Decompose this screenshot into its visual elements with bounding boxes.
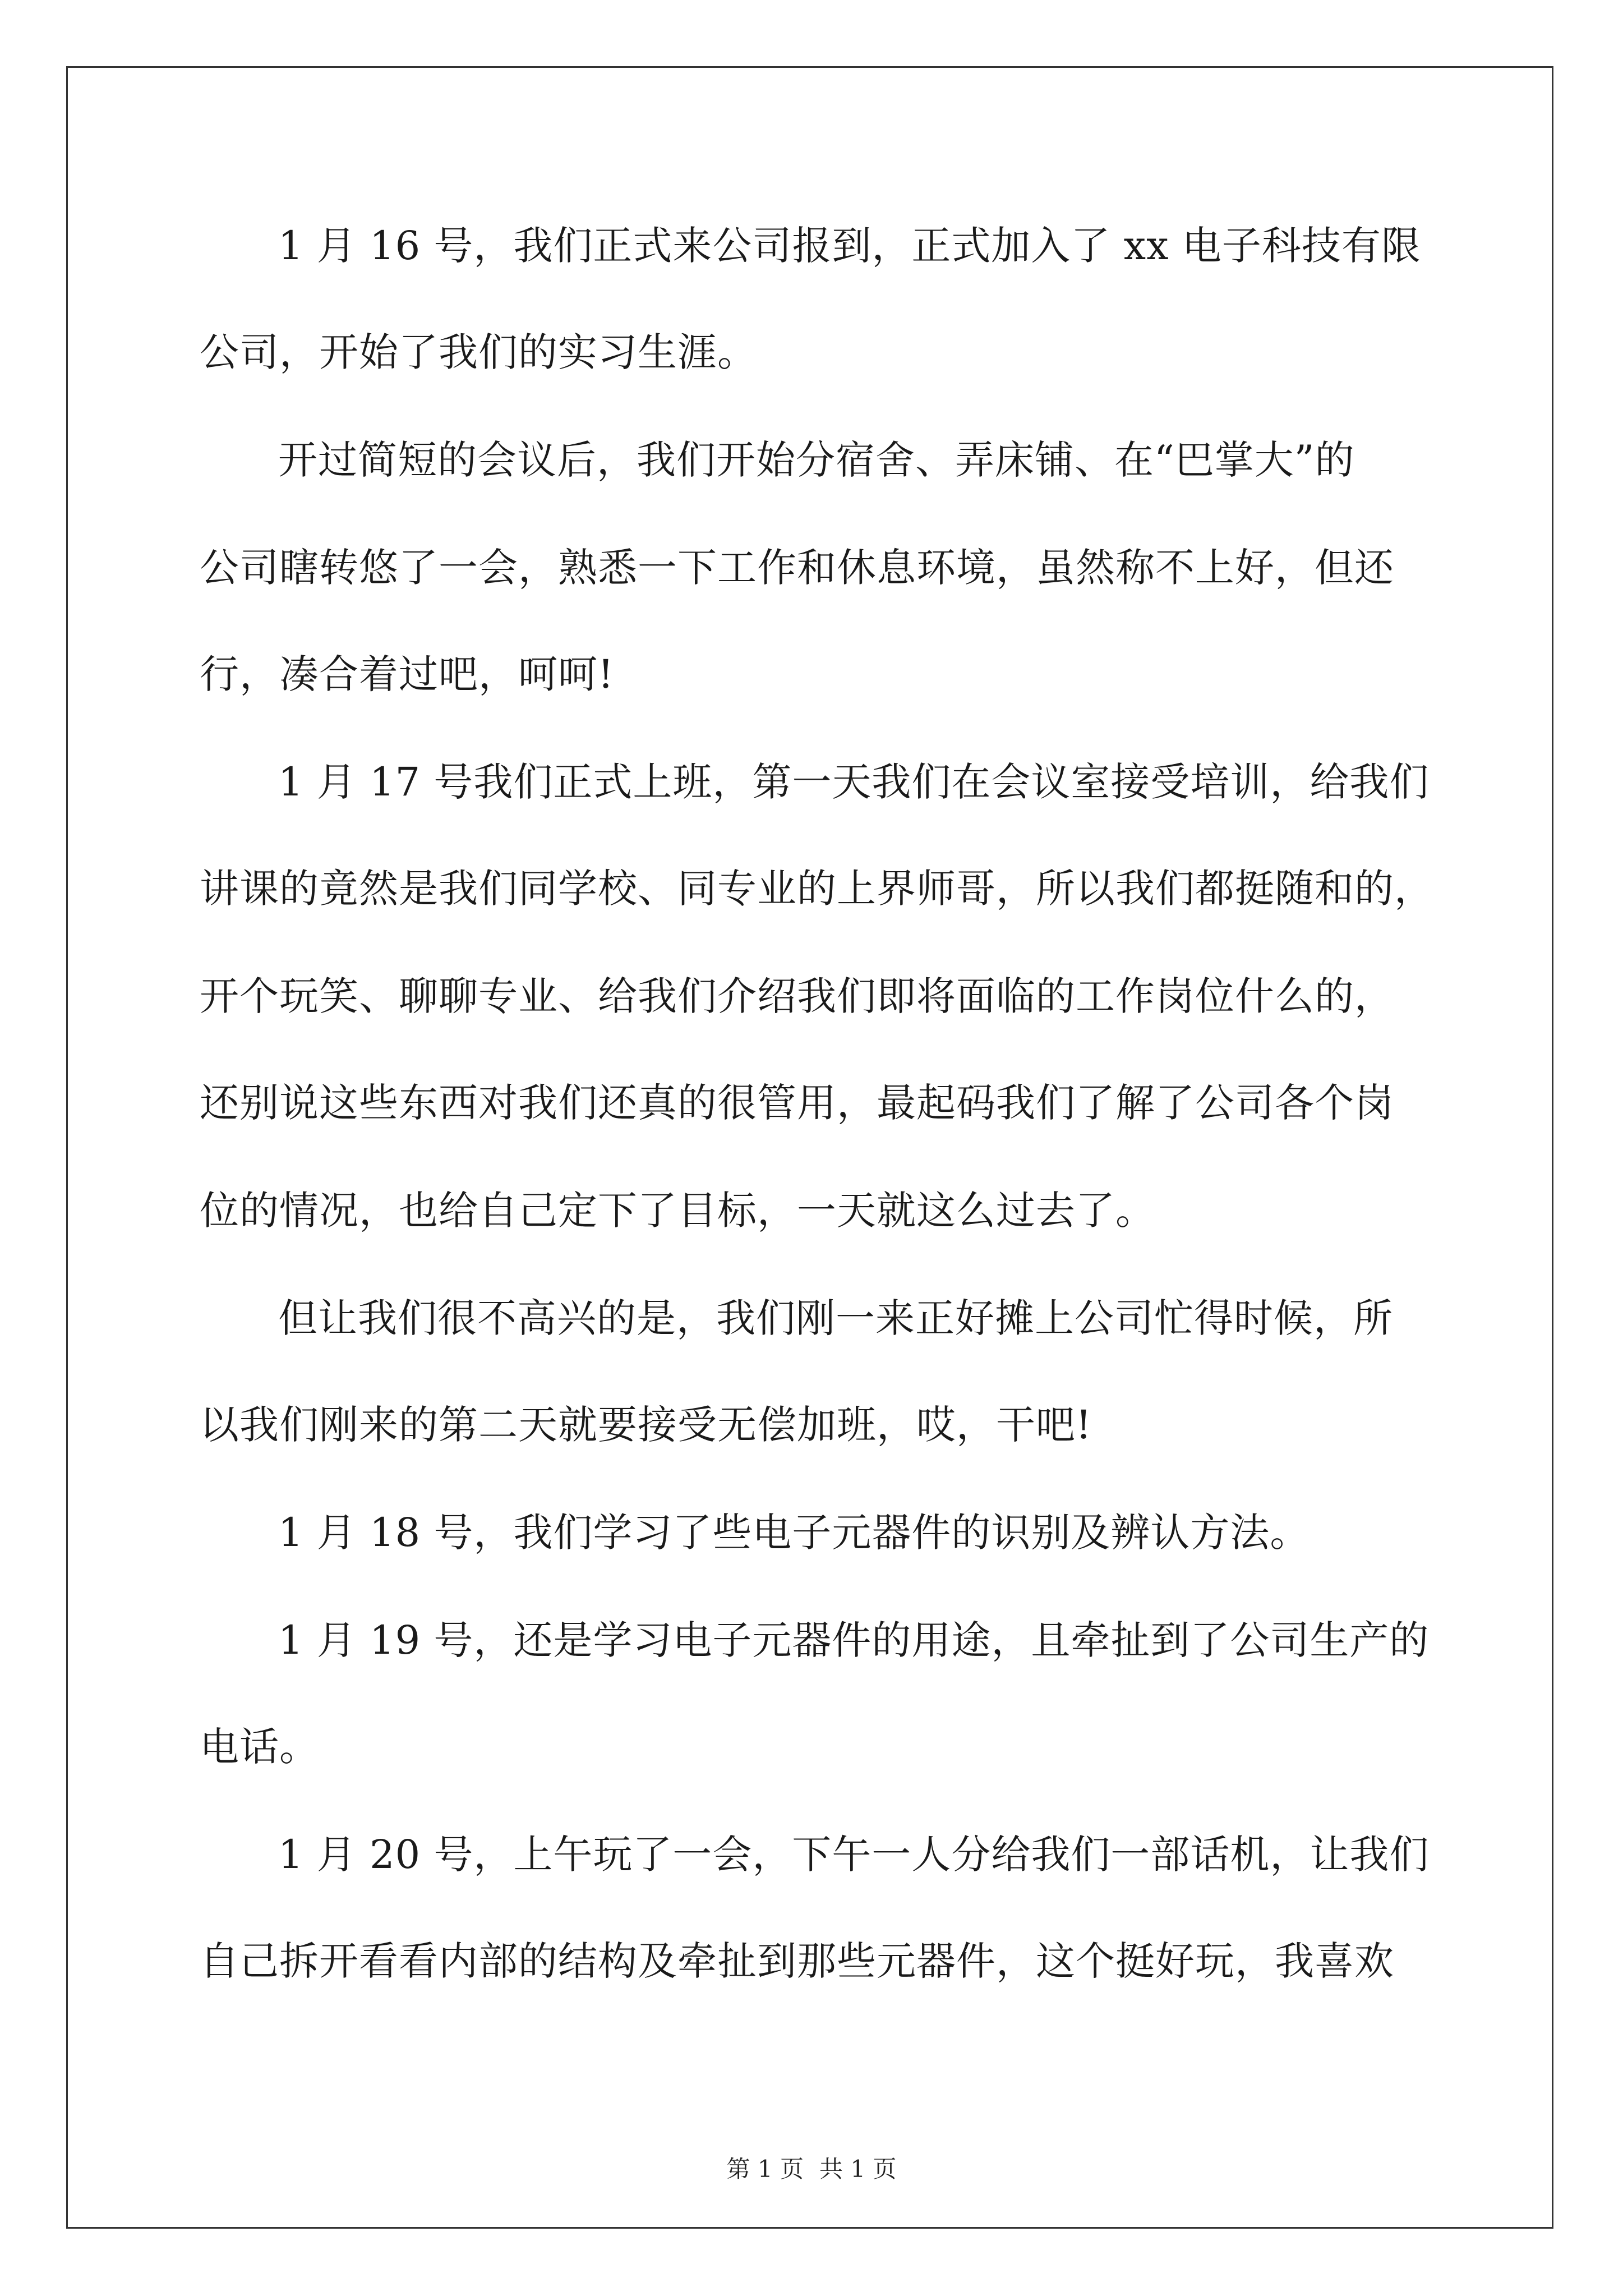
- text-line: 1 月 17 号我们正式上班，第一天我们在会议室接受培训，给我们: [278, 759, 1430, 805]
- page-number: 第 1 页: [726, 2155, 804, 2183]
- text-line: 公司，开始了我们的实习生涯。: [200, 329, 757, 375]
- text-line: 但让我们很不高兴的是，我们刚一来正好摊上公司忙得时候，所: [278, 1295, 1393, 1341]
- text-line: 讲课的竟然是我们同学校、同专业的上界师哥，所以我们都挺随和的，: [200, 866, 1434, 912]
- page-total: 共 1 页: [819, 2155, 897, 2183]
- text-line: 1 月 16 号，我们正式来公司报到，正式加入了 xx 电子科技有限: [278, 223, 1421, 269]
- text-line: 以我们刚来的第二天就要接受无偿加班，哎，干吧!: [200, 1402, 1092, 1448]
- text-line: 公司瞎转悠了一会，熟悉一下工作和休息环境，虽然称不上好，但还: [200, 545, 1394, 591]
- text-line: 开个玩笑、聊聊专业、给我们介绍我们即将面临的工作岗位什么的，: [200, 973, 1394, 1019]
- text-line: 电话。: [200, 1724, 319, 1770]
- text-line: 行，凑合着过吧，呵呵!: [200, 651, 615, 697]
- text-line: 1 月 18 号，我们学习了些电子元器件的识别及辨认方法。: [278, 1510, 1310, 1556]
- text-line: 还别说这些东西对我们还真的很管用，最起码我们了解了公司各个岗: [200, 1080, 1394, 1126]
- page-border: [66, 66, 1553, 2229]
- text-line: 开过简短的会议后，我们开始分宿舍、弄床铺、在“巴掌大”的: [278, 437, 1355, 483]
- text-line: 1 月 20 号，上午玩了一会，下午一人分给我们一部话机，让我们: [278, 1832, 1430, 1878]
- text-line: 自己拆开看看内部的结构及牵扯到那些元器件，这个挺好玩，我喜欢: [200, 1938, 1394, 1984]
- page-footer: [0, 2155, 1623, 2183]
- text-line: 位的情况，也给自己定下了目标，一天就这么过去了。: [200, 1188, 1155, 1234]
- text-line: 1 月 19 号，还是学习电子元器件的用途，且牵扯到了公司生产的: [278, 1617, 1430, 1663]
